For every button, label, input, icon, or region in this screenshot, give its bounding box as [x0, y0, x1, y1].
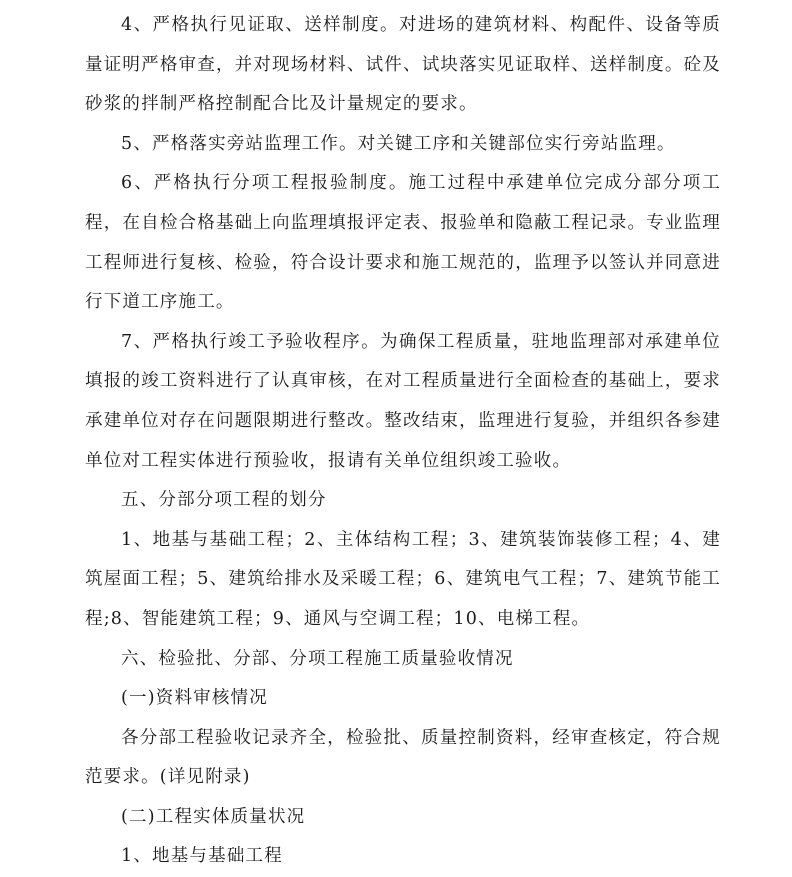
paragraph-document-review: 各分部工程验收记录齐全，检验批、质量控制资料，经审查核定，符合规范要求。(详见附录) — [85, 727, 721, 788]
subheading-document-review: (一)资料审核情况 — [121, 688, 268, 709]
section-heading-acceptance: 六、检验批、分部、分项工程施工质量验收情况 — [121, 648, 514, 669]
paragraph-side-supervision: 5、严格落实旁站监理工作。对关键工序和关键部位实行旁站监理。 — [121, 133, 676, 154]
subheading-foundation: 1、地基与基础工程 — [121, 846, 283, 867]
paragraph-witness-sampling: 4、严格执行见证取、送样制度。对进场的建筑材料、构配件、设备等质量证明严格审查，并对现场材料、试件、试块落实见证取样、送样制度。砼及砂浆的拌制严格控制配合比及计量规定的要求。 — [85, 15, 721, 115]
subheading-entity-quality: (二)工程实体质量状况 — [121, 806, 306, 827]
document-body — [85, 6, 721, 877]
paragraph-inspection-reporting: 6、严格执行分项工程报验制度。施工过程中承建单位完成分部分项工程，在自检合格基础上向监理填报评定表、报验单和隐蔽工程记录。专业监理工程师进行复核、检验，符合设计要求和施工规范的，监理予以签认并同意进行下道工序施工。 — [85, 173, 721, 313]
paragraph-completion-acceptance: 7、严格执行竣工予验收程序。为确保工程质量，驻地监理部对承建单位填报的竣工资料进行了认真审核，在对工程质量进行全面检查的基础上，要求承建单位对存在问题限期进行整改。整改结束，监理进行复验，并组织各参建单位对工程实体进行预验收，报请有关单位组织竣工验收。 — [85, 331, 721, 471]
section-heading-division: 五、分部分项工程的划分 — [121, 490, 327, 511]
paragraph-division-list: 1、地基与基础工程；2、主体结构工程；3、建筑装饰装修工程；4、建筑屋面工程；5、建筑给排水及采暖工程；6、建筑电气工程；7、建筑节能工程;8、智能建筑工程；9、通风与空调工程；10、电梯工程。 — [85, 529, 721, 629]
